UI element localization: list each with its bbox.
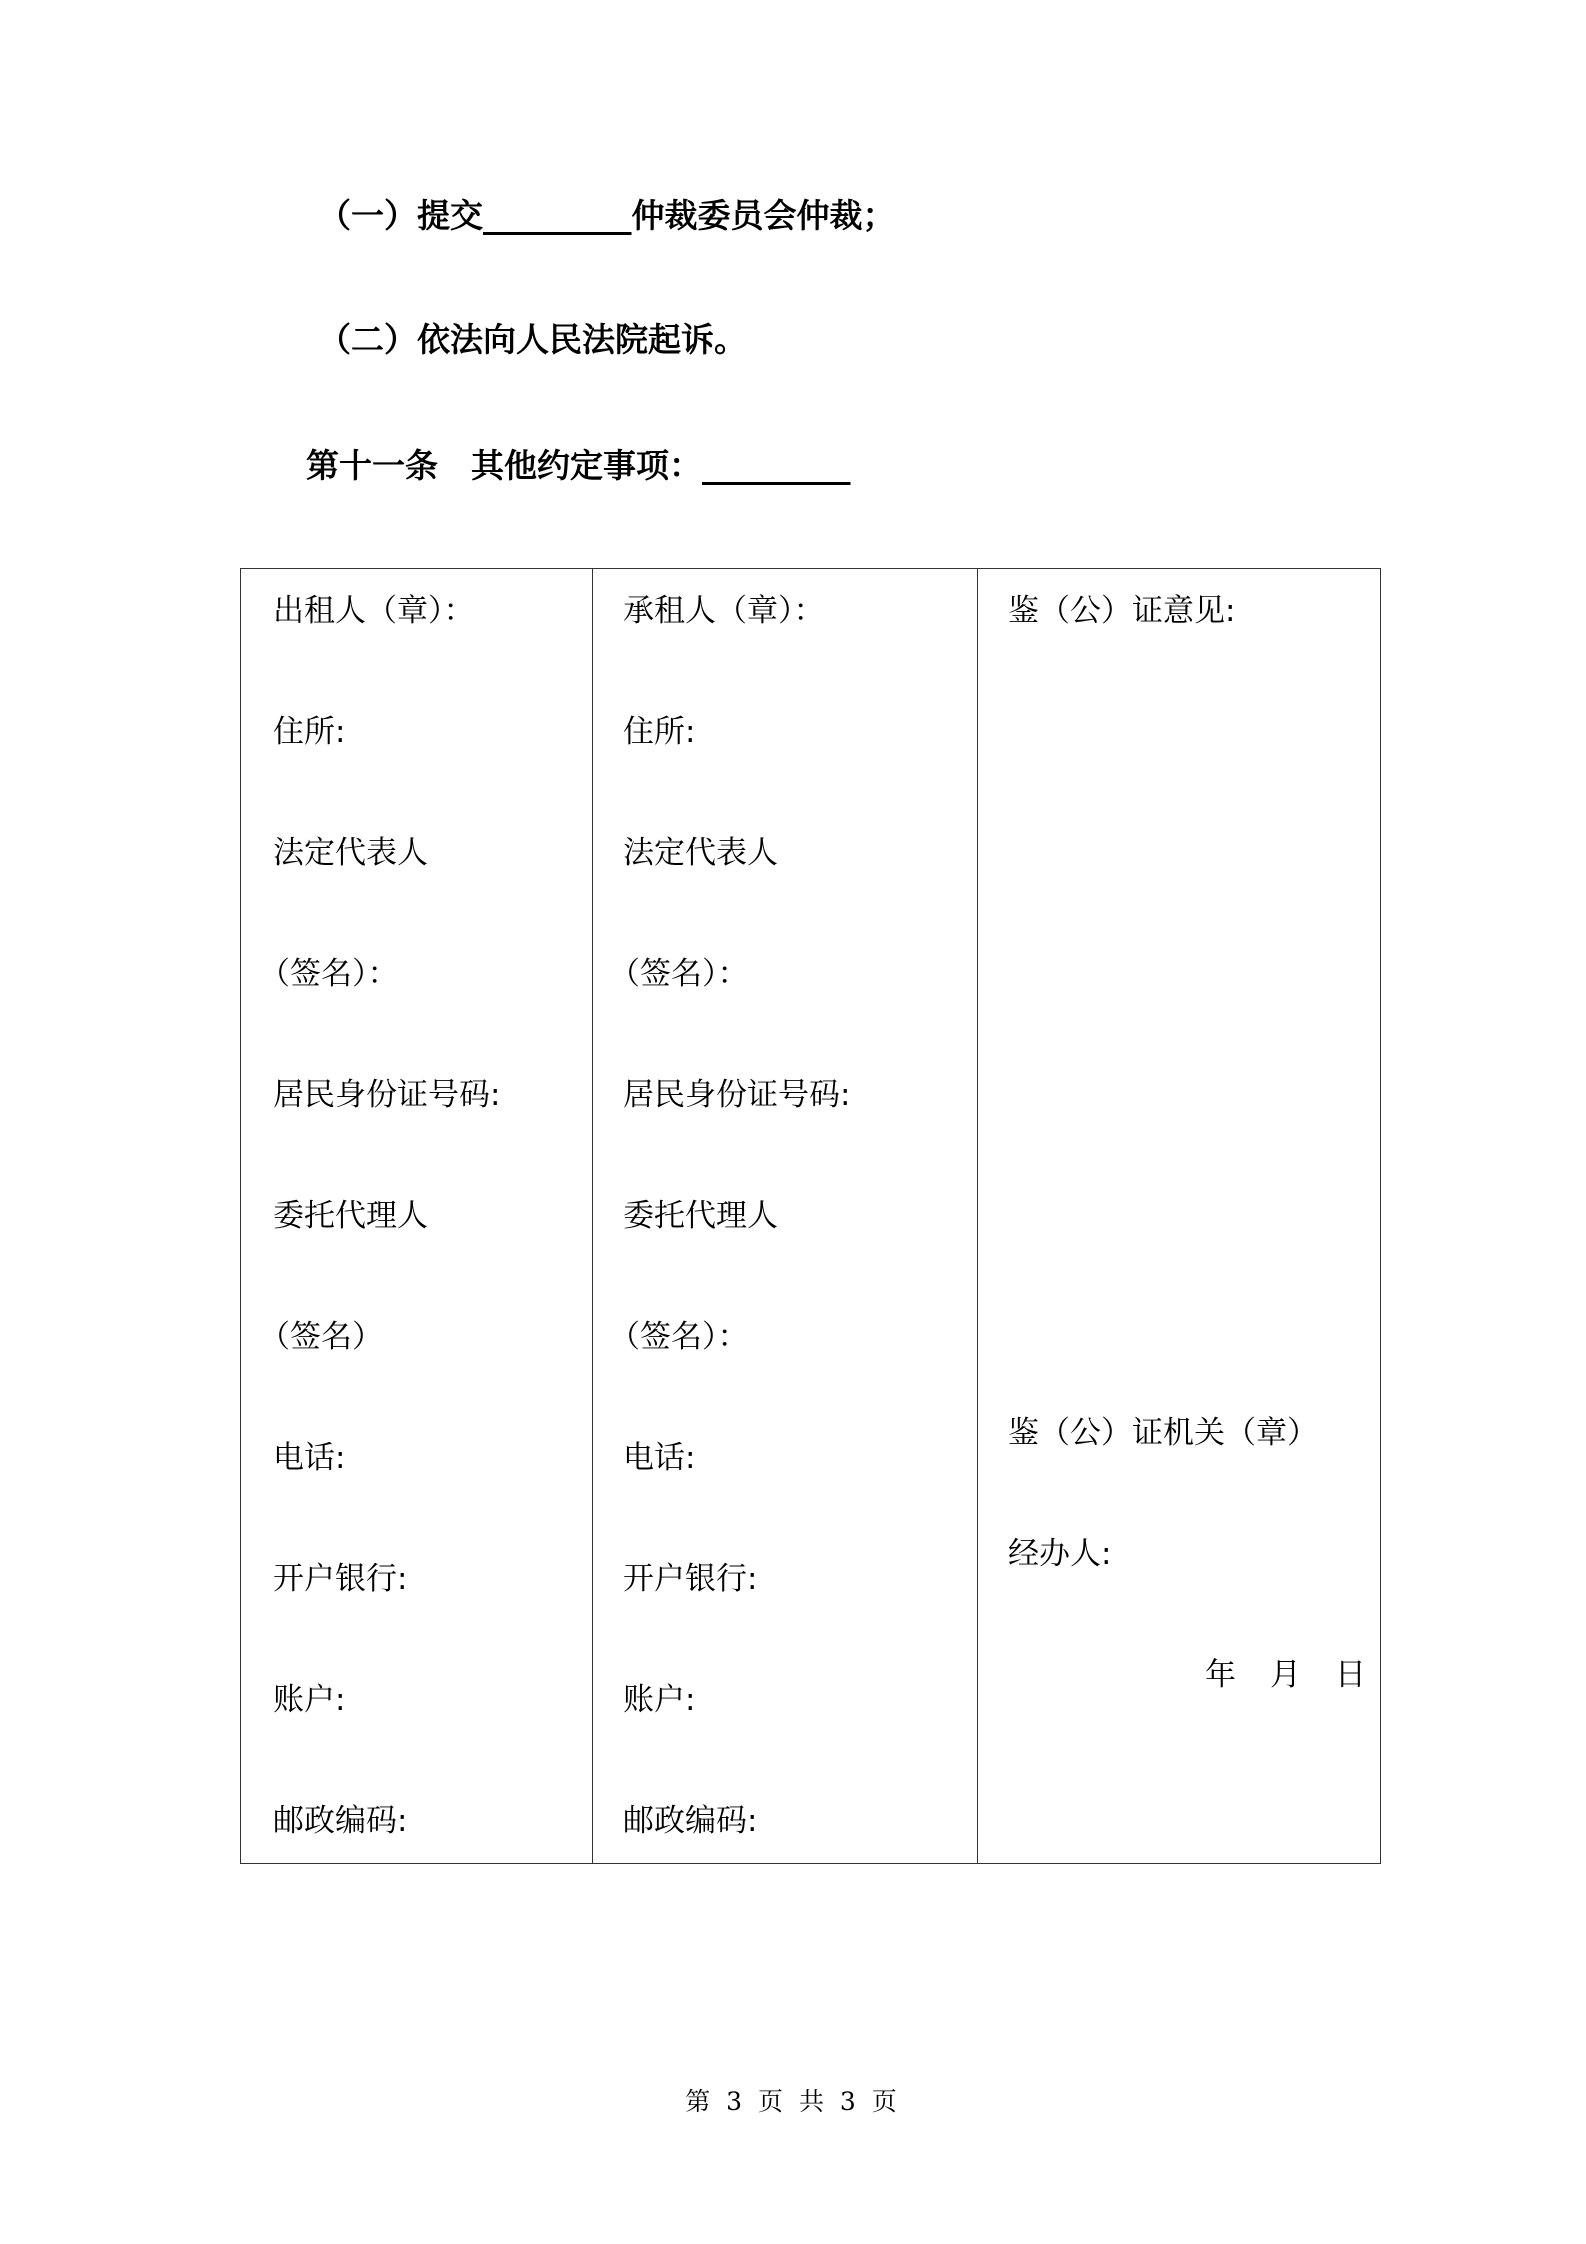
lessor-id-number-label: 居民身份证号码: [273, 1077, 501, 1113]
notary-column [978, 569, 1381, 1864]
date-day-label: 日 [1335, 1657, 1366, 1693]
lessee-phone-label: 电话: [623, 1440, 696, 1476]
lessor-account-label: 账户: [273, 1682, 346, 1718]
lessor-postcode-label: 邮政编码: [273, 1803, 408, 1839]
date-month-label: 月 [1270, 1657, 1301, 1693]
clause-item-one: （一）提交_________仲裁委员会仲裁； [318, 196, 896, 235]
date-year-label: 年 [1205, 1657, 1236, 1693]
lessee-column [593, 569, 978, 1864]
lessee-header: 承租人（章）： [623, 593, 825, 629]
lessor-address-label: 住所: [273, 714, 346, 750]
signature-table [240, 568, 1381, 1864]
lessor-agent-label: 委托代理人 [273, 1198, 428, 1234]
lessor-bank-label: 开户银行: [273, 1561, 408, 1597]
lessor-agent-signature-label: （签名） [259, 1319, 383, 1355]
clause-item-two: （二）依法向人民法院起诉。 [318, 320, 747, 359]
lessor-legal-rep-label: 法定代表人 [273, 835, 428, 871]
article-eleven: 第十一条 其他约定事项：_________ [306, 446, 851, 485]
lessee-bank-label: 开户银行: [623, 1561, 758, 1597]
notary-authority-label: 鉴（公）证机关（章） [1008, 1415, 1318, 1451]
lessee-address-label: 住所: [623, 714, 696, 750]
lessor-column [241, 569, 593, 1864]
lessee-legal-rep-label: 法定代表人 [623, 835, 778, 871]
notary-handler-label: 经办人: [1008, 1536, 1112, 1572]
notary-date-line [1171, 1655, 1366, 1695]
lessee-agent-signature-label: （签名）： [609, 1319, 749, 1355]
lessor-header: 出租人（章）： [273, 593, 475, 629]
page-footer: 第 3 页 共 3 页 [685, 2087, 901, 2116]
lessor-signature-label: （签名）： [259, 956, 399, 992]
lessee-id-number-label: 居民身份证号码: [623, 1077, 851, 1113]
lessee-agent-label: 委托代理人 [623, 1198, 778, 1234]
notary-opinion-label: 鉴（公）证意见: [1008, 593, 1236, 629]
lessor-phone-label: 电话: [273, 1440, 346, 1476]
lessee-account-label: 账户: [623, 1682, 696, 1718]
lessee-signature-label: （签名）： [609, 956, 749, 992]
lessee-postcode-label: 邮政编码: [623, 1803, 758, 1839]
